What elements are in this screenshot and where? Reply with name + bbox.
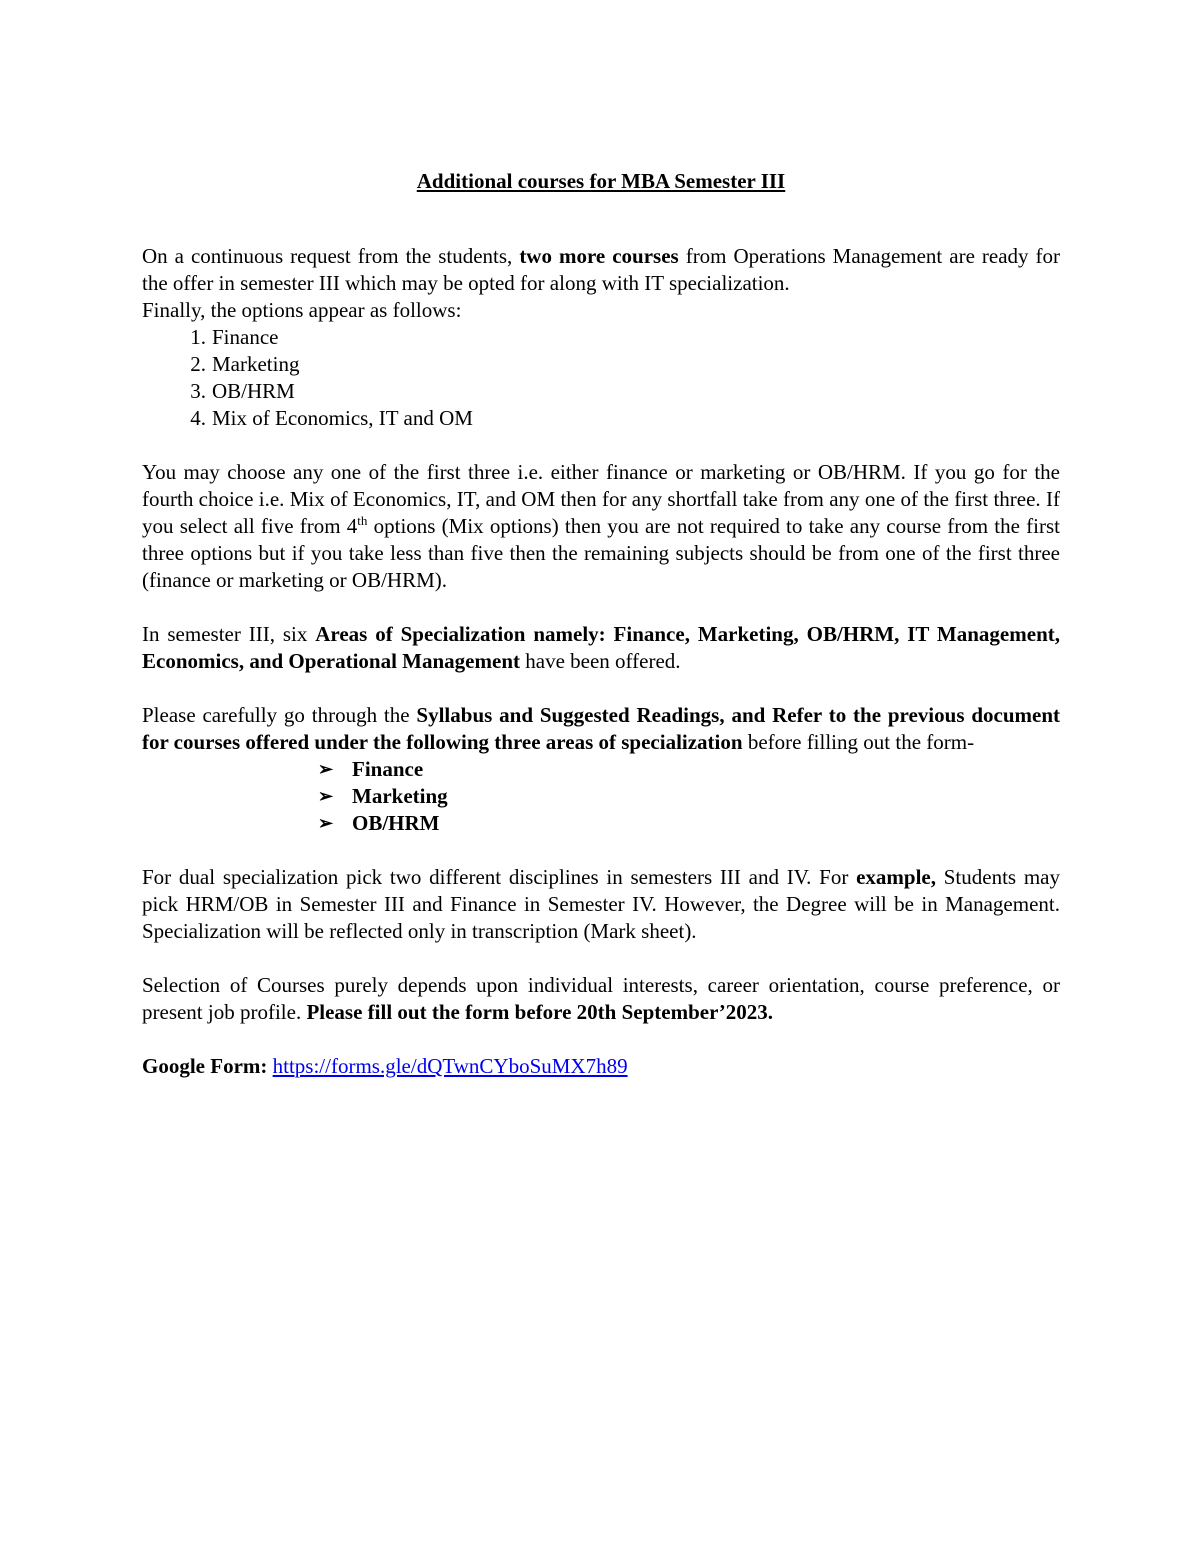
list-item: 3. OB/HRM <box>190 379 295 403</box>
list-item: ➢ OB/HRM <box>318 811 440 835</box>
google-form-label: Google Form: <box>142 1054 273 1078</box>
google-form-link[interactable]: https://forms.gle/dQTwnCYboSuMX7h89 <box>272 1054 628 1078</box>
list-item: 1. Finance <box>190 325 279 349</box>
areas-list <box>142 756 1060 837</box>
list-item: 4. Mix of Economics, IT and OM <box>190 406 473 430</box>
selection-paragraph: Selection of Courses purely depends upon individual interests, career orientation, course preference, or present job profile. Please fill out the form before 20th September’2023. <box>142 973 1060 1024</box>
choice-paragraph: You may choose any one of the first three i.e. either finance or marketing or OB/HRM. If you go for the fourth choice i.e. Mix of Economics, IT, and OM then for any shortfall take from any one of the first three. If you select all five from 4th options (Mix options) then you are not required to take any course from the first three options but if you take less than five then the remaining subjects should be from one of the first three (finance or marketing or OB/HRM). <box>142 460 1060 592</box>
dual-specialization-paragraph: For dual specialization pick two different disciplines in semesters III and IV. For example, Students may pick HRM/OB in Semester III and Finance in Semester IV. However, the Degree will be in Management. Specialization will be reflected only in transcription (Mark sheet). <box>142 865 1060 943</box>
arrow-bullet-icon: ➢ <box>318 813 334 833</box>
options-list <box>142 324 1060 432</box>
specialization-paragraph: In semester III, six Areas of Specialization namely: Finance, Marketing, OB/HRM, IT Management, Economics, and Operational Management have been offered. <box>142 622 1060 673</box>
google-form-line <box>142 1053 1060 1080</box>
document-title: Additional courses for MBA Semester III <box>416 169 786 193</box>
list-item: ➢ Marketing <box>318 784 448 808</box>
list-item: ➢ Finance <box>318 757 424 781</box>
list-item: 2. Marketing <box>190 352 300 376</box>
document-body <box>142 168 1060 1080</box>
options-intro: Finally, the options appear as follows: <box>142 298 462 322</box>
arrow-bullet-icon: ➢ <box>318 759 334 779</box>
intro-paragraph: On a continuous request from the students, two more courses from Operations Management are ready for the offer in semester III which may be opted for along with IT specialization. <box>142 244 1061 295</box>
arrow-bullet-icon: ➢ <box>318 786 334 806</box>
syllabus-paragraph: Please carefully go through the Syllabus and Suggested Readings, and Refer to the previous document for courses offered under the following three areas of specialization before filling out the form- <box>142 703 1060 754</box>
